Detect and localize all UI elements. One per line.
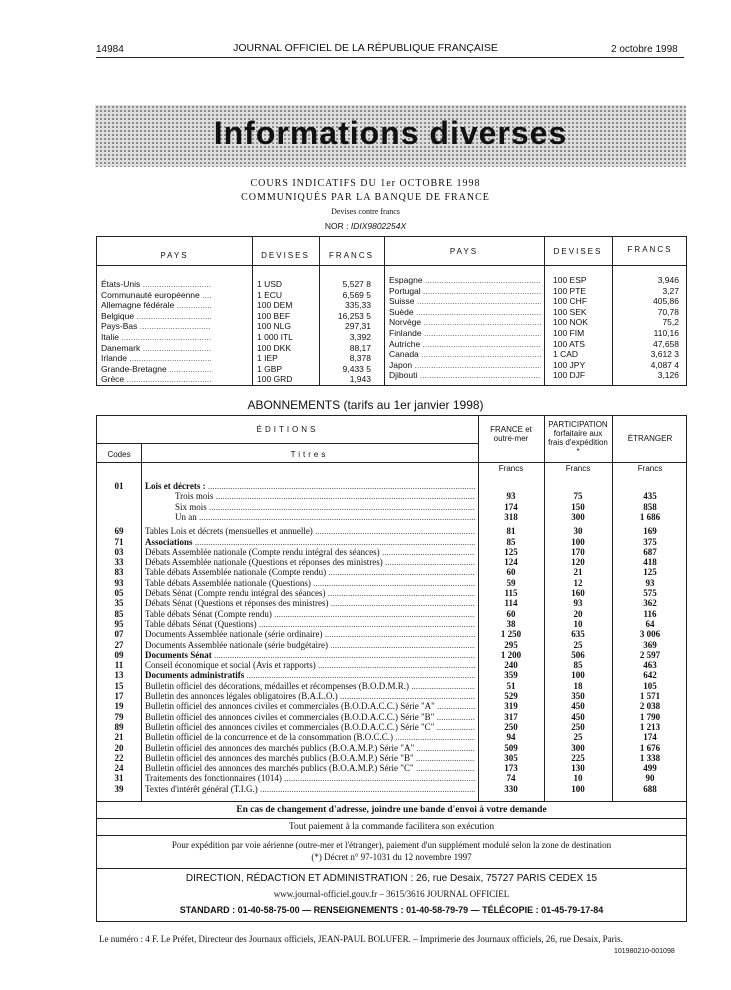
- currency-rate: 6,569 5: [342, 289, 371, 300]
- col-header-codes: Codes: [107, 450, 131, 459]
- row-title: Table débats Sénat (Compte rendu) .....: [145, 609, 475, 619]
- currency-code: 1 CAD: [553, 349, 579, 360]
- cours-subheading: Devises contre francs: [331, 207, 400, 216]
- price-etranger: 174: [643, 732, 657, 743]
- row-code: 13: [114, 670, 124, 681]
- row-title: Documents Sénat .....: [145, 650, 475, 660]
- price-etranger: 687: [643, 546, 657, 557]
- currency-row: [97, 286, 688, 296]
- row-title: Textes d'intérêt général (T.I.G.) .....: [145, 784, 475, 794]
- currency-country: Autriche .....: [389, 339, 541, 349]
- row-title: Un an .....: [175, 512, 475, 522]
- price-france: 81: [506, 526, 516, 537]
- subscription-row: [97, 567, 688, 577]
- price-france: 60: [506, 567, 516, 578]
- price-participation: 30: [573, 526, 583, 537]
- row-code: 01: [114, 481, 124, 491]
- col-header-pays: PAYS: [160, 251, 189, 260]
- row-title: Débats Assemblée nationale (Compte rendu intégral des séances) .....: [145, 547, 475, 557]
- row-title: Associations .....: [145, 537, 475, 547]
- subscription-row: [97, 578, 688, 588]
- subscription-row: [97, 743, 688, 753]
- row-code: 35: [114, 598, 124, 609]
- unit-francs-participation: Francs: [565, 464, 591, 473]
- currency-code: 100 GRD: [257, 374, 293, 385]
- price-france: 250: [504, 721, 518, 732]
- currency-country: Finlande .....: [389, 328, 541, 338]
- price-etranger: 1 571: [639, 691, 661, 701]
- row-title: Bulletin officiel des annonces des marchés publics (B.O.A.M.P.) Série "B" .....: [145, 753, 475, 763]
- currency-country: Norvège .....: [389, 317, 541, 327]
- section-title: Informations diverses: [213, 115, 568, 151]
- currency-rate: 4,087 4: [650, 359, 679, 370]
- currency-code: 1 IEP: [257, 353, 278, 364]
- currency-row: [97, 296, 688, 306]
- subscription-row: [97, 773, 688, 783]
- currency-code: 100 CHF: [553, 296, 588, 307]
- subscription-row: [97, 557, 688, 567]
- row-code: 79: [114, 711, 124, 722]
- nor-reference: [0, 221, 731, 231]
- currency-code: 100 DEM: [257, 300, 293, 311]
- currency-rate: 3,126: [657, 370, 679, 381]
- cours-heading-2: COMMUNIQUÉS PAR LA BANQUE DE FRANCE: [241, 192, 490, 203]
- subscription-row: [97, 512, 688, 522]
- row-title: Bulletin officiel des annonces civiles et commerciales (B.O.D.A.C.C.) Série "B" .....: [145, 712, 475, 722]
- currency-row: [97, 328, 688, 338]
- header-rule: [96, 57, 684, 58]
- price-participation: 25: [573, 639, 583, 650]
- subscription-row: [97, 784, 688, 794]
- row-title: Bulletin des annonces légales obligatoires (B.A.L.O.) .....: [145, 691, 475, 701]
- price-etranger: 93: [645, 577, 655, 588]
- imprint-line: Le numéro : 4 F. Le Préfet, Directeur des Journaux officiels, JEAN-PAUL BOLUFER. – Imprimerie des Journaux officiels, 26, rue Desaix, Paris.: [99, 934, 623, 944]
- price-france: 1 200: [500, 649, 522, 660]
- price-etranger: 688: [643, 783, 657, 794]
- price-etranger: 169: [643, 526, 657, 537]
- page-number: 14984: [96, 44, 124, 55]
- currency-rate: 405,86: [653, 296, 679, 307]
- col-header-devises: DEVISES: [261, 251, 310, 260]
- row-code: 11: [114, 660, 124, 671]
- row-code: 71: [114, 536, 124, 547]
- payment-notice: Tout paiement à la commande facilitera son exécution: [96, 819, 687, 836]
- currency-country: Suède .....: [389, 307, 541, 317]
- currency-code: 100 BEF: [257, 310, 291, 321]
- price-france: 114: [504, 598, 518, 609]
- currency-country: Grèce .....: [101, 374, 211, 384]
- price-etranger: 463: [643, 660, 657, 671]
- price-participation: 18: [573, 680, 583, 691]
- price-participation: 100: [571, 670, 585, 681]
- currency-rate: 110,16: [653, 328, 679, 338]
- price-participation: 20: [573, 608, 583, 619]
- row-code: 17: [114, 691, 124, 701]
- price-etranger: 435: [643, 491, 657, 502]
- price-participation: 10: [573, 773, 583, 784]
- price-participation: 130: [571, 763, 585, 774]
- currency-country: États-Unis .....: [101, 279, 211, 289]
- price-france: 173: [504, 763, 518, 774]
- price-france: 74: [506, 773, 516, 784]
- currency-rate: 3,392: [349, 332, 371, 342]
- price-etranger: 575: [643, 588, 657, 598]
- row-title: Documents Assemblée nationale (série ordinaire) .....: [145, 629, 475, 639]
- cours-heading-1: COURS INDICATIFS DU 1er OCTOBRE 1998: [250, 178, 481, 189]
- row-title: Bulletin officiel des annonces des marchés publics (B.O.A.M.P.) Série "C" .....: [145, 763, 475, 773]
- currency-country: Portugal .....: [389, 286, 541, 296]
- nor-label: NOR :: [324, 221, 349, 231]
- decree-reference: (*) Décret n° 97-1031 du 12 novembre 1997: [311, 852, 472, 862]
- phone-numbers: STANDARD : 01-40-58-75-00 — RENSEIGNEMENTS : 01-40-58-79-79 — TÉLÉCOPIE : 01-45-79-17-84: [179, 905, 604, 915]
- price-france: 295: [504, 639, 518, 650]
- price-france: 85: [506, 536, 516, 547]
- currency-country: Espagne .....: [389, 275, 541, 285]
- price-participation: 225: [571, 752, 585, 763]
- subscription-row: [97, 712, 688, 722]
- currency-country: Belgique .....: [101, 311, 211, 321]
- price-participation: 170: [571, 546, 585, 557]
- col-header-devises-2: DEVISES: [553, 247, 603, 256]
- row-code: 39: [114, 783, 124, 794]
- col-header-francs-2: FRANCS: [627, 245, 673, 254]
- direction-address: DIRECTION, RÉDACTION ET ADMINISTRATION : 26, rue Desaix, 75727 PARIS CEDEX 15: [185, 873, 598, 884]
- currency-country: Grande-Bretagne .....: [101, 364, 211, 374]
- currency-row: [97, 307, 688, 317]
- price-etranger: 64: [645, 618, 655, 629]
- price-participation: 300: [571, 511, 585, 522]
- col-header-france: FRANCE et outre-mer: [490, 425, 532, 443]
- price-france: 174: [504, 501, 518, 512]
- price-etranger: 1 686: [639, 511, 661, 522]
- currency-code: 1 GBP: [257, 363, 283, 374]
- price-france: 330: [504, 783, 518, 794]
- price-france: 124: [504, 557, 518, 568]
- currency-code: 1 ECU: [257, 289, 283, 300]
- currency-rate: 5,527 8: [342, 279, 371, 289]
- currency-country: Japon .....: [389, 360, 541, 370]
- row-title: Bulletin officiel de la concurrence et de la consommation (B.O.C.C.) .....: [145, 732, 475, 742]
- price-france: 509: [504, 742, 518, 753]
- subscription-row: [97, 491, 688, 501]
- price-participation: 160: [571, 588, 585, 598]
- subscription-row: [97, 537, 688, 547]
- currency-country: Allemagne fédérale .....: [101, 300, 211, 310]
- row-title: Documents administratifs .....: [145, 670, 475, 680]
- row-title: Bulletin officiel des décorations, médailles et récompenses (B.O.D.M.R.) .....: [145, 681, 475, 691]
- currency-rate: 16,253 5: [337, 310, 371, 321]
- price-france: 59: [506, 577, 516, 588]
- currency-rate: 8,378: [349, 353, 371, 364]
- price-france: 305: [504, 752, 518, 763]
- subscription-row: [97, 526, 688, 536]
- subscription-row: [97, 588, 688, 598]
- price-participation: 120: [571, 557, 585, 568]
- price-etranger: 375: [643, 536, 657, 547]
- price-france: 318: [504, 511, 518, 522]
- issue-date: 2 octobre 1998: [611, 44, 678, 55]
- address-change-notice: En cas de changement d'adresse, joindre une bande d'envoi à votre demande: [96, 802, 687, 819]
- currency-code: 100 ESP: [553, 275, 587, 285]
- price-france: 240: [504, 660, 518, 671]
- unit-francs-france: Francs: [498, 464, 524, 473]
- row-title: Table débats Assemblée nationale (Questions) .....: [145, 578, 475, 588]
- subscription-table: [96, 415, 687, 802]
- row-code: 05: [114, 588, 124, 598]
- currency-rate: 297,31: [345, 321, 371, 332]
- row-title: Six mois .....: [175, 502, 475, 512]
- row-title: Traitements des fonctionnaires (1014) .....: [145, 773, 475, 783]
- row-code: 85: [114, 608, 124, 619]
- row-title: Bulletin officiel des annonces civiles et commerciales (B.O.D.A.C.C.) Série "C" .....: [145, 722, 475, 732]
- row-code: 93: [114, 577, 124, 588]
- currency-code: 100 DKK: [257, 342, 292, 353]
- subscription-row: [97, 722, 688, 732]
- currency-country: Canada .....: [389, 349, 541, 359]
- currency-rate: 3,612 3: [650, 349, 679, 360]
- row-code: 22: [114, 752, 124, 763]
- row-title: Débats Sénat (Compte rendu intégral des séances) .....: [145, 588, 475, 598]
- price-participation: 100: [571, 536, 585, 547]
- price-participation: 450: [571, 711, 585, 722]
- row-title: Tables Lois et décrets (mensuelles et annuelle) .....: [145, 526, 475, 536]
- price-france: 38: [506, 618, 516, 629]
- subscription-row: [97, 660, 688, 670]
- subscription-row: [97, 629, 688, 639]
- currency-rate: 88,17: [349, 342, 371, 353]
- price-etranger: 858: [643, 501, 657, 512]
- price-etranger: 90: [645, 773, 655, 784]
- subscription-row: [97, 763, 688, 773]
- currency-rate: 1,943: [349, 374, 371, 385]
- currency-rate: 47,658: [653, 338, 679, 349]
- price-france: 359: [504, 670, 518, 681]
- price-participation: 506: [571, 649, 585, 660]
- document-id: 101980210-001098: [614, 948, 675, 955]
- price-etranger: 1 790: [639, 711, 661, 722]
- col-header-participation: PARTICIPATION forfaitaire aux frais d'expédition *: [548, 420, 608, 456]
- subscription-row: [97, 547, 688, 557]
- currency-code: 1 000 ITL: [257, 332, 293, 342]
- row-code: 69: [114, 526, 124, 537]
- subscription-row: [97, 650, 688, 660]
- currency-row: [97, 339, 688, 349]
- subscription-row: [97, 640, 688, 650]
- price-france: 115: [504, 588, 518, 598]
- price-france: 1 250: [500, 629, 522, 640]
- price-participation: 100: [571, 783, 585, 794]
- subscription-row: [97, 681, 688, 691]
- currency-code: 100 ATS: [553, 338, 585, 349]
- row-code: 07: [114, 629, 124, 640]
- currency-code: 100 JPY: [553, 359, 586, 370]
- price-participation: 635: [571, 629, 585, 640]
- price-participation: 300: [571, 742, 585, 753]
- currency-rate: 3,27: [662, 285, 679, 296]
- subscription-row: [97, 732, 688, 742]
- price-etranger: 1 338: [639, 752, 661, 763]
- col-header-titres: Titres: [290, 450, 329, 459]
- price-france: 317: [504, 711, 518, 722]
- journal-title: JOURNAL OFFICIEL DE LA RÉPUBLIQUE FRANÇAISE: [233, 42, 498, 54]
- price-etranger: 116: [643, 608, 657, 619]
- price-etranger: 362: [643, 598, 657, 609]
- currency-country: Pays-Bas .....: [101, 321, 211, 331]
- price-france: 319: [504, 701, 518, 712]
- nor-value: IDIX9802254X: [350, 221, 407, 231]
- subscription-row: [97, 481, 688, 491]
- currency-code: 100 DJF: [553, 370, 586, 381]
- currency-code: 100 FIM: [553, 328, 585, 338]
- currency-rate: 3,946: [657, 275, 679, 285]
- currency-code: 100 NOK: [553, 317, 588, 328]
- row-title: Conseil économique et social (Avis et rapports) .....: [145, 660, 475, 670]
- currency-table: [96, 236, 687, 386]
- air-shipping-notice: [96, 836, 687, 869]
- row-code: 95: [114, 618, 124, 629]
- currency-code: 100 PTE: [553, 285, 587, 296]
- price-etranger: 369: [643, 639, 657, 650]
- currency-row: [97, 275, 688, 285]
- row-title: Lois et décrets : .....: [145, 481, 475, 491]
- price-participation: 25: [573, 732, 583, 743]
- row-code: 24: [114, 763, 124, 774]
- price-participation: 21: [573, 567, 583, 578]
- col-header-francs: FRANCS: [329, 251, 374, 260]
- row-title: Bulletin officiel des annonces des marchés publics (B.O.A.M.P.) Série "A" .....: [145, 743, 475, 753]
- currency-country: Irlande .....: [101, 353, 211, 363]
- price-participation: 450: [571, 701, 585, 712]
- row-title: Trois mois .....: [175, 491, 475, 501]
- price-participation: 150: [571, 501, 585, 512]
- col-header-editions: ÉDITIONS: [256, 425, 319, 434]
- row-code: 15: [114, 680, 124, 691]
- section-banner: [95, 105, 686, 167]
- price-participation: 75: [573, 491, 583, 502]
- subscription-row: [97, 598, 688, 608]
- abonnements-title: ABONNEMENTS (tarifs au 1er janvier 1998): [247, 398, 484, 412]
- price-participation: 250: [571, 721, 585, 732]
- price-etranger: 499: [643, 763, 657, 774]
- currency-row: [97, 360, 688, 370]
- currency-code: 1 USD: [257, 279, 283, 289]
- row-code: 33: [114, 557, 124, 568]
- row-code: 03: [114, 546, 124, 557]
- price-france: 529: [504, 691, 518, 701]
- row-code: 83: [114, 567, 124, 578]
- unit-francs-etranger: Francs: [637, 464, 663, 473]
- price-etranger: 125: [643, 567, 657, 578]
- row-code: 21: [114, 732, 124, 743]
- row-code: 27: [114, 639, 124, 650]
- row-code: 09: [114, 649, 124, 660]
- price-etranger: 105: [643, 680, 657, 691]
- website-link[interactable]: www.journal-officiel.gouv.fr – 3615/3616 JOURNAL OFFICIEL: [273, 889, 510, 899]
- row-code: 89: [114, 721, 124, 732]
- currency-code: 100 NLG: [257, 321, 292, 332]
- row-title: Table débats Assemblée nationale (Compte rendu) .....: [145, 567, 475, 577]
- currency-rate: 9,433 5: [342, 363, 371, 374]
- price-france: 51: [506, 680, 516, 691]
- currency-code: 100 SEK: [553, 306, 587, 317]
- price-france: 94: [506, 732, 516, 743]
- price-participation: 93: [573, 598, 583, 609]
- currency-rate: 70,78: [657, 306, 679, 317]
- row-code: 20: [114, 742, 124, 753]
- price-france: 125: [504, 546, 518, 557]
- price-participation: 12: [573, 577, 583, 588]
- row-code: 31: [114, 773, 124, 784]
- subscription-row: [97, 691, 688, 701]
- currency-row: [97, 317, 688, 327]
- price-participation: 350: [571, 691, 585, 701]
- price-etranger: 1 676: [639, 742, 661, 753]
- row-title: Débats Sénat (Questions et réponses des ministres) .....: [145, 598, 475, 608]
- price-france: 60: [506, 608, 516, 619]
- col-header-pays-2: PAYS: [449, 247, 479, 256]
- currency-rate: 335,33: [345, 300, 371, 311]
- price-etranger: 1 213: [639, 721, 661, 732]
- currency-country: Suisse .....: [389, 296, 541, 306]
- row-title: Documents Assemblée nationale (série budgétaire) .....: [145, 640, 475, 650]
- row-title: Bulletin officiel des annonces civiles et commerciales (B.O.D.A.C.C.) Série "A" .....: [145, 701, 475, 711]
- currency-rate: 75,2: [662, 317, 679, 328]
- price-etranger: 2 038: [639, 701, 661, 712]
- row-title: Table débats Sénat (Questions) .....: [145, 619, 475, 629]
- currency-country: Italie .....: [101, 332, 211, 342]
- price-participation: 10: [573, 618, 583, 629]
- col-header-etranger: ÉTRANGER: [627, 434, 673, 443]
- currency-country: Communauté européenne .....: [101, 290, 211, 300]
- subscription-row: [97, 609, 688, 619]
- air-shipping-text: Pour expédition par voie aérienne (outre-mer et l'étranger), paiement d'un supplément modulé selon la zone de destination: [171, 840, 612, 850]
- row-title: Débats Assemblée nationale (Questions et réponses des ministres) .....: [145, 557, 475, 567]
- subscription-row: [97, 753, 688, 763]
- subscription-row: [97, 701, 688, 711]
- price-etranger: 2 597: [639, 649, 661, 660]
- subscription-row: [97, 670, 688, 680]
- currency-country: Djibouti .....: [389, 370, 541, 380]
- price-etranger: 3 006: [639, 629, 661, 640]
- subscription-row: [97, 619, 688, 629]
- price-participation: 85: [573, 660, 583, 671]
- price-etranger: 418: [643, 557, 657, 568]
- subscription-row: [97, 502, 688, 512]
- row-code: 19: [114, 701, 124, 712]
- currency-row: [97, 349, 688, 359]
- price-etranger: 642: [643, 670, 657, 681]
- contact-box: [96, 869, 687, 922]
- currency-country: Danemark .....: [101, 343, 211, 353]
- currency-row: [97, 370, 688, 380]
- price-france: 93: [506, 491, 516, 502]
